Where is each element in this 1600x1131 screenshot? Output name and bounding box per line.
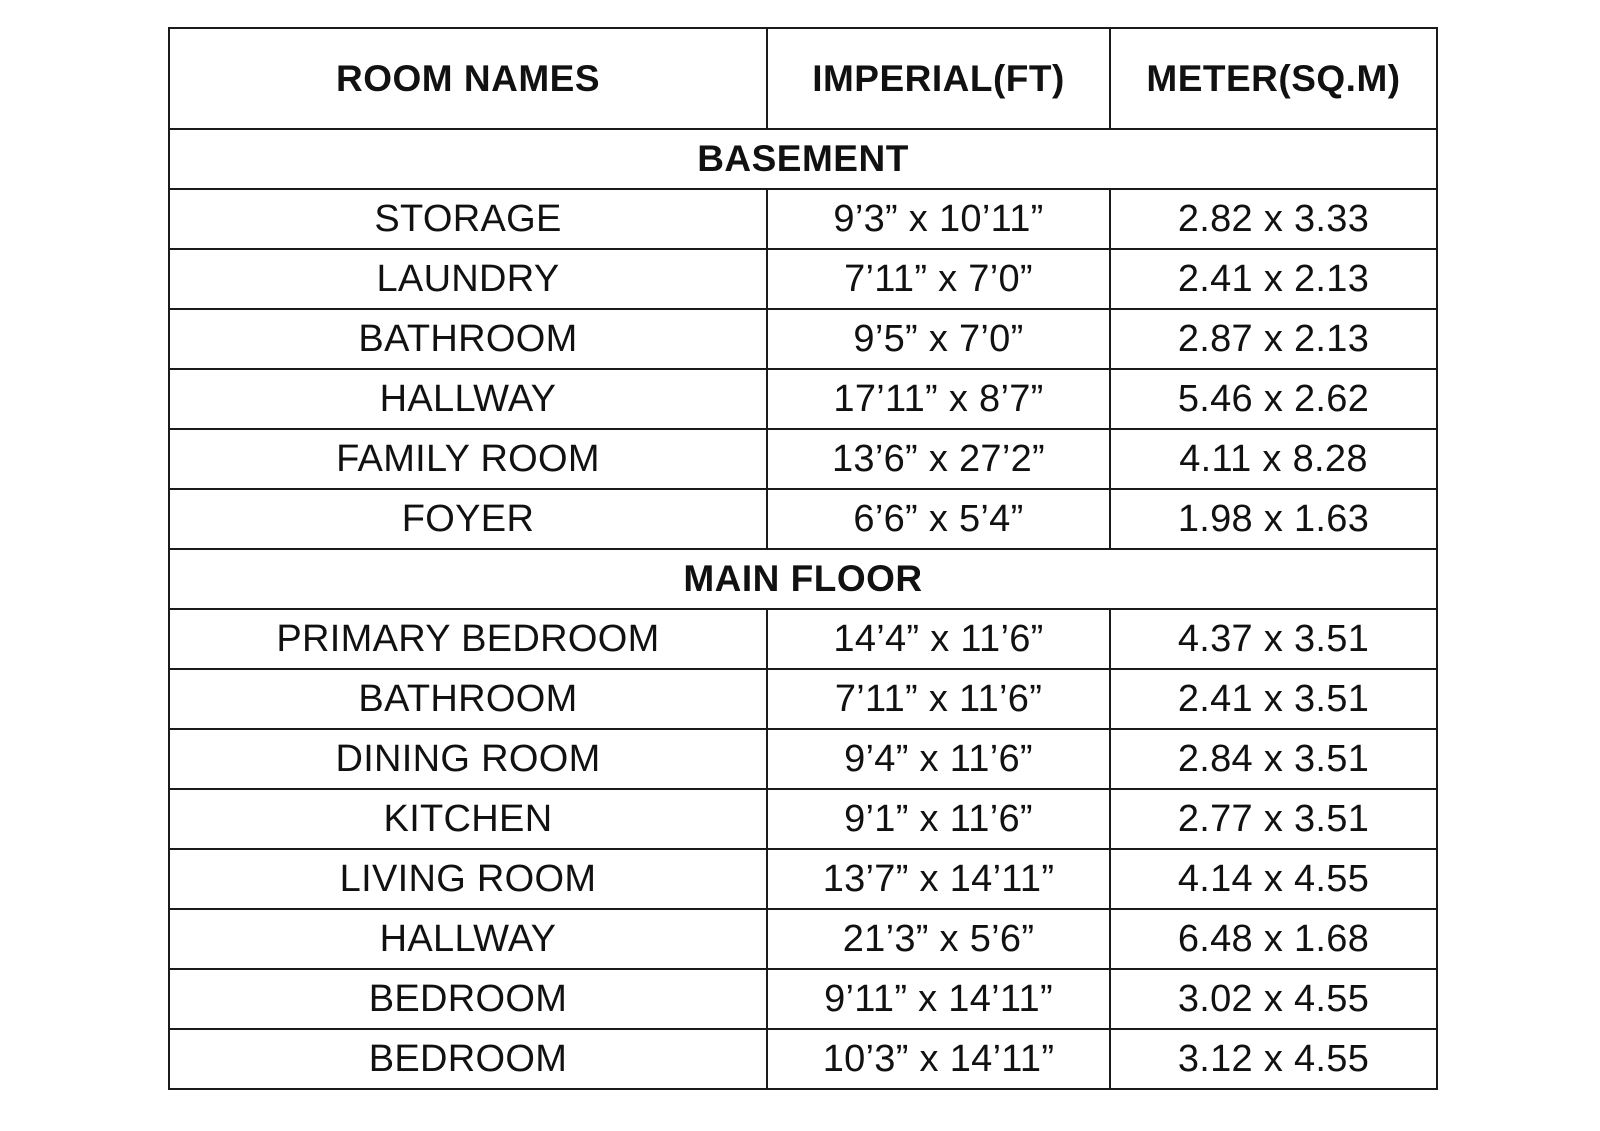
imperial-cell: 7’11” x 7’0” [767, 249, 1110, 309]
table-row [169, 189, 1437, 249]
imperial-cell: 9’3” x 10’11” [767, 189, 1110, 249]
meter-cell: 4.11 x 8.28 [1110, 429, 1437, 489]
meter-cell: 4.14 x 4.55 [1110, 849, 1437, 909]
table-row [169, 309, 1437, 369]
meter-cell: 2.84 x 3.51 [1110, 729, 1437, 789]
room-name-cell: FOYER [169, 489, 767, 549]
room-name-cell: BEDROOM [169, 1029, 767, 1089]
meter-cell: 2.82 x 3.33 [1110, 189, 1437, 249]
imperial-cell: 14’4” x 11’6” [767, 609, 1110, 669]
room-name-cell: HALLWAY [169, 369, 767, 429]
room-name-cell: HALLWAY [169, 909, 767, 969]
table-row [169, 909, 1437, 969]
imperial-cell: 9’4” x 11’6” [767, 729, 1110, 789]
meter-cell: 2.77 x 3.51 [1110, 789, 1437, 849]
room-name-cell: STORAGE [169, 189, 767, 249]
section-row-basement [169, 129, 1437, 189]
imperial-cell: 13’7” x 14’11” [767, 849, 1110, 909]
table-row [169, 429, 1437, 489]
meter-cell: 4.37 x 3.51 [1110, 609, 1437, 669]
imperial-cell: 9’11” x 14’11” [767, 969, 1110, 1029]
room-name-cell: BATHROOM [169, 669, 767, 729]
imperial-cell: 17’11” x 8’7” [767, 369, 1110, 429]
meter-cell: 2.41 x 2.13 [1110, 249, 1437, 309]
table-row [169, 1029, 1437, 1089]
meter-cell: 6.48 x 1.68 [1110, 909, 1437, 969]
table-row [169, 969, 1437, 1029]
meter-cell: 2.41 x 3.51 [1110, 669, 1437, 729]
table-row [169, 609, 1437, 669]
imperial-cell: 10’3” x 14’11” [767, 1029, 1110, 1089]
table-row [169, 489, 1437, 549]
room-name-cell: LAUNDRY [169, 249, 767, 309]
meter-cell: 5.46 x 2.62 [1110, 369, 1437, 429]
meter-cell: 1.98 x 1.63 [1110, 489, 1437, 549]
meter-cell: 2.87 x 2.13 [1110, 309, 1437, 369]
meter-cell: 3.12 x 4.55 [1110, 1029, 1437, 1089]
room-name-cell: PRIMARY BEDROOM [169, 609, 767, 669]
imperial-cell: 9’1” x 11’6” [767, 789, 1110, 849]
room-name-cell: LIVING ROOM [169, 849, 767, 909]
room-name-cell: FAMILY ROOM [169, 429, 767, 489]
table-row [169, 249, 1437, 309]
section-title: BASEMENT [169, 129, 1437, 189]
table-row [169, 669, 1437, 729]
table-row [169, 369, 1437, 429]
table-row [169, 729, 1437, 789]
header-meter: METER(SQ.M) [1110, 28, 1437, 129]
header-imperial: IMPERIAL(FT) [767, 28, 1110, 129]
room-name-cell: KITCHEN [169, 789, 767, 849]
table-row [169, 789, 1437, 849]
table-row [169, 849, 1437, 909]
imperial-cell: 21’3” x 5’6” [767, 909, 1110, 969]
meter-cell: 3.02 x 4.55 [1110, 969, 1437, 1029]
section-row-main-floor [169, 549, 1437, 609]
room-name-cell: BATHROOM [169, 309, 767, 369]
imperial-cell: 13’6” x 27’2” [767, 429, 1110, 489]
header-room-names: ROOM NAMES [169, 28, 767, 129]
imperial-cell: 9’5” x 7’0” [767, 309, 1110, 369]
table-header-row [169, 28, 1437, 129]
room-name-cell: DINING ROOM [169, 729, 767, 789]
section-title: MAIN FLOOR [169, 549, 1437, 609]
room-name-cell: BEDROOM [169, 969, 767, 1029]
imperial-cell: 6’6” x 5’4” [767, 489, 1110, 549]
imperial-cell: 7’11” x 11’6” [767, 669, 1110, 729]
room-dimensions-table [168, 27, 1438, 1090]
